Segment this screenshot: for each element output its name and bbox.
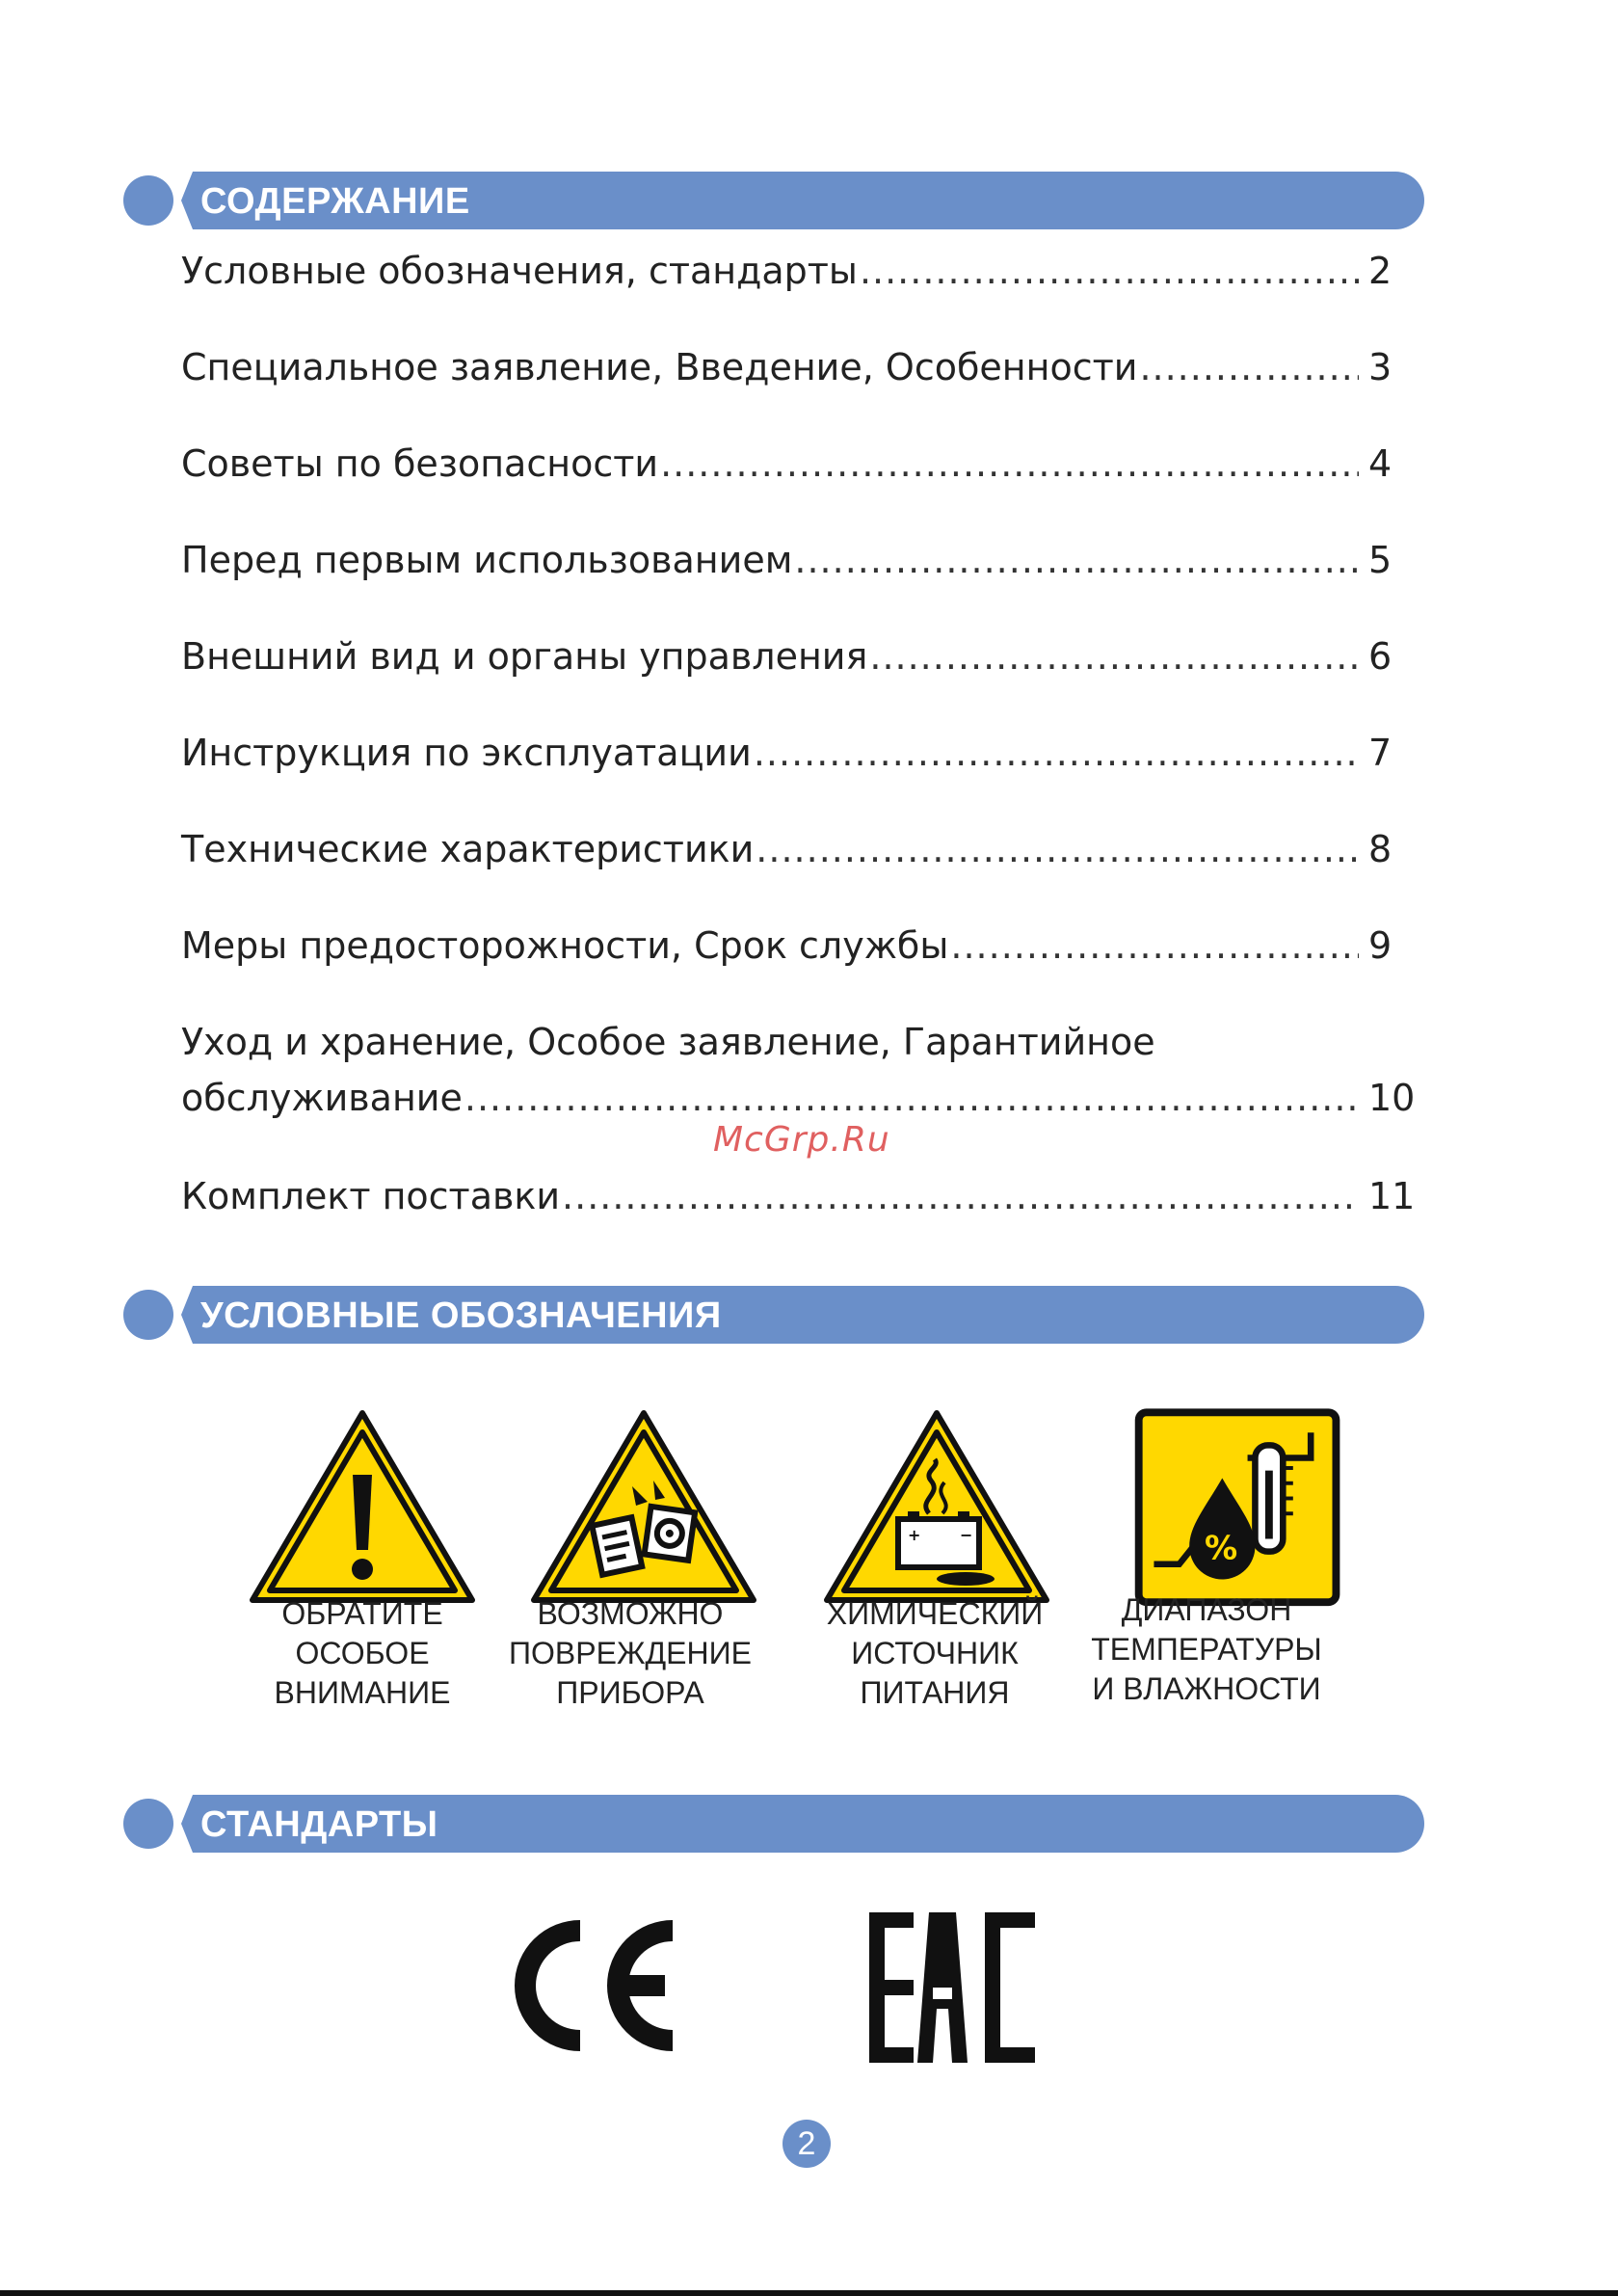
toc-leader-dots xyxy=(1139,339,1359,395)
section-title: УСЛОВНЫЕ ОБОЗНАЧЕНИЯ xyxy=(200,1295,722,1336)
toc-item-page: 6 xyxy=(1368,635,1393,678)
section-header-standards xyxy=(123,1795,1424,1853)
sign-label xyxy=(800,1594,1070,1713)
sign-label-line: И ВЛАЖНОСТИ xyxy=(1092,1671,1321,1706)
svg-text:−: − xyxy=(960,1526,973,1544)
sign-label-line: ПИТАНИЯ xyxy=(860,1675,1010,1710)
toc-item-page: 5 xyxy=(1368,539,1393,581)
toc-item[interactable] xyxy=(181,532,1415,588)
toc-item-text: Перед первым использованием xyxy=(181,539,793,581)
toc-item-text-line1: Уход и хранение, Особое заявление, Гарантийное xyxy=(181,1021,1155,1063)
toc-item-text: Комплект поставки xyxy=(181,1175,561,1217)
toc-item-page: 4 xyxy=(1368,442,1393,485)
svg-text:+: + xyxy=(908,1526,921,1544)
toc-leader-dots xyxy=(660,436,1359,492)
sign-label-line: ХИМИЧЕСКИЙ xyxy=(826,1596,1044,1631)
toc-leader-dots xyxy=(464,1070,1359,1126)
sign-label xyxy=(1072,1590,1341,1709)
sign-label-line: ПОВРЕЖДЕНИЕ xyxy=(509,1636,752,1670)
toc-item-text: Условные обозначения, стандарты xyxy=(181,250,858,292)
svg-text:%: % xyxy=(1204,1529,1238,1568)
toc-item-text: Меры предосторожности, Срок службы xyxy=(181,924,949,967)
toc-item-text: обслуживание xyxy=(181,1077,463,1119)
section-header-symbols xyxy=(123,1286,1424,1344)
toc-item[interactable] xyxy=(181,628,1415,684)
device-damage-icon xyxy=(528,1407,759,1610)
section-title: СТАНДАРТЫ xyxy=(200,1804,438,1845)
toc-item[interactable] xyxy=(181,725,1415,781)
toc-item-page: 9 xyxy=(1368,924,1393,967)
section-title: СОДЕРЖАНИЕ xyxy=(200,181,470,222)
sign-label xyxy=(227,1594,497,1713)
eac-mark-icon xyxy=(869,1912,1037,2063)
toc-item-page: 7 xyxy=(1368,732,1393,774)
toc-item[interactable] xyxy=(181,339,1415,395)
sign-label-line: ПРИБОРА xyxy=(556,1675,704,1710)
sign-label-line: ВНИМАНИЕ xyxy=(274,1675,451,1710)
watermark: McGrp.Ru xyxy=(713,1120,890,1160)
bottom-border xyxy=(0,2290,1618,2296)
toc-leader-dots xyxy=(754,725,1359,781)
toc-item-page: 3 xyxy=(1368,346,1393,388)
warning-exclamation-icon xyxy=(247,1407,478,1610)
toc-item-text: Технические характеристики xyxy=(181,828,755,870)
sign-label xyxy=(495,1594,765,1713)
toc-item-page: 10 xyxy=(1368,1077,1416,1119)
toc-item[interactable] xyxy=(181,243,1415,299)
header-dot xyxy=(123,1290,173,1340)
sign-label-line: ОСОБОЕ xyxy=(295,1636,430,1670)
toc-item-page: 2 xyxy=(1368,250,1393,292)
toc-leader-dots xyxy=(794,532,1359,588)
toc-item-text: Инструкция по эксплуатации xyxy=(181,732,752,774)
chemical-battery-icon xyxy=(821,1407,1052,1610)
toc-leader-dots xyxy=(756,821,1359,877)
ce-mark-icon xyxy=(501,1913,684,2058)
toc-leader-dots xyxy=(562,1168,1359,1224)
toc-item-page: 8 xyxy=(1368,828,1393,870)
toc-item-text: Советы по безопасности xyxy=(181,442,659,485)
toc-item-text: Специальное заявление, Введение, Особенности xyxy=(181,346,1138,388)
temperature-humidity-icon xyxy=(1126,1407,1357,1610)
toc-item-text: Внешний вид и органы управления xyxy=(181,635,868,678)
toc-leader-dots xyxy=(860,243,1359,299)
toc-item-page: 11 xyxy=(1368,1175,1416,1217)
sign-label-line: ОБРАТИТЕ xyxy=(281,1596,443,1631)
sign-label-line: ИСТОЧНИК xyxy=(851,1636,1019,1670)
toc-item[interactable] xyxy=(181,1168,1415,1224)
toc-leader-dots xyxy=(869,628,1359,684)
toc-item[interactable] xyxy=(181,918,1415,974)
sign-label-line: ТЕМПЕРАТУРЫ xyxy=(1091,1632,1322,1667)
header-dot xyxy=(123,175,173,226)
toc-leader-dots xyxy=(950,918,1359,974)
header-dot xyxy=(123,1799,173,1849)
sign-label-line: ДИАПАЗОН xyxy=(1121,1592,1292,1627)
section-header-contents xyxy=(123,172,1424,229)
sign-label-line: ВОЗМОЖНО xyxy=(537,1596,724,1631)
toc-item[interactable] xyxy=(181,436,1415,492)
toc-item[interactable] xyxy=(181,1014,1415,1126)
toc-item[interactable] xyxy=(181,821,1415,877)
page-number: 2 xyxy=(782,2120,831,2168)
